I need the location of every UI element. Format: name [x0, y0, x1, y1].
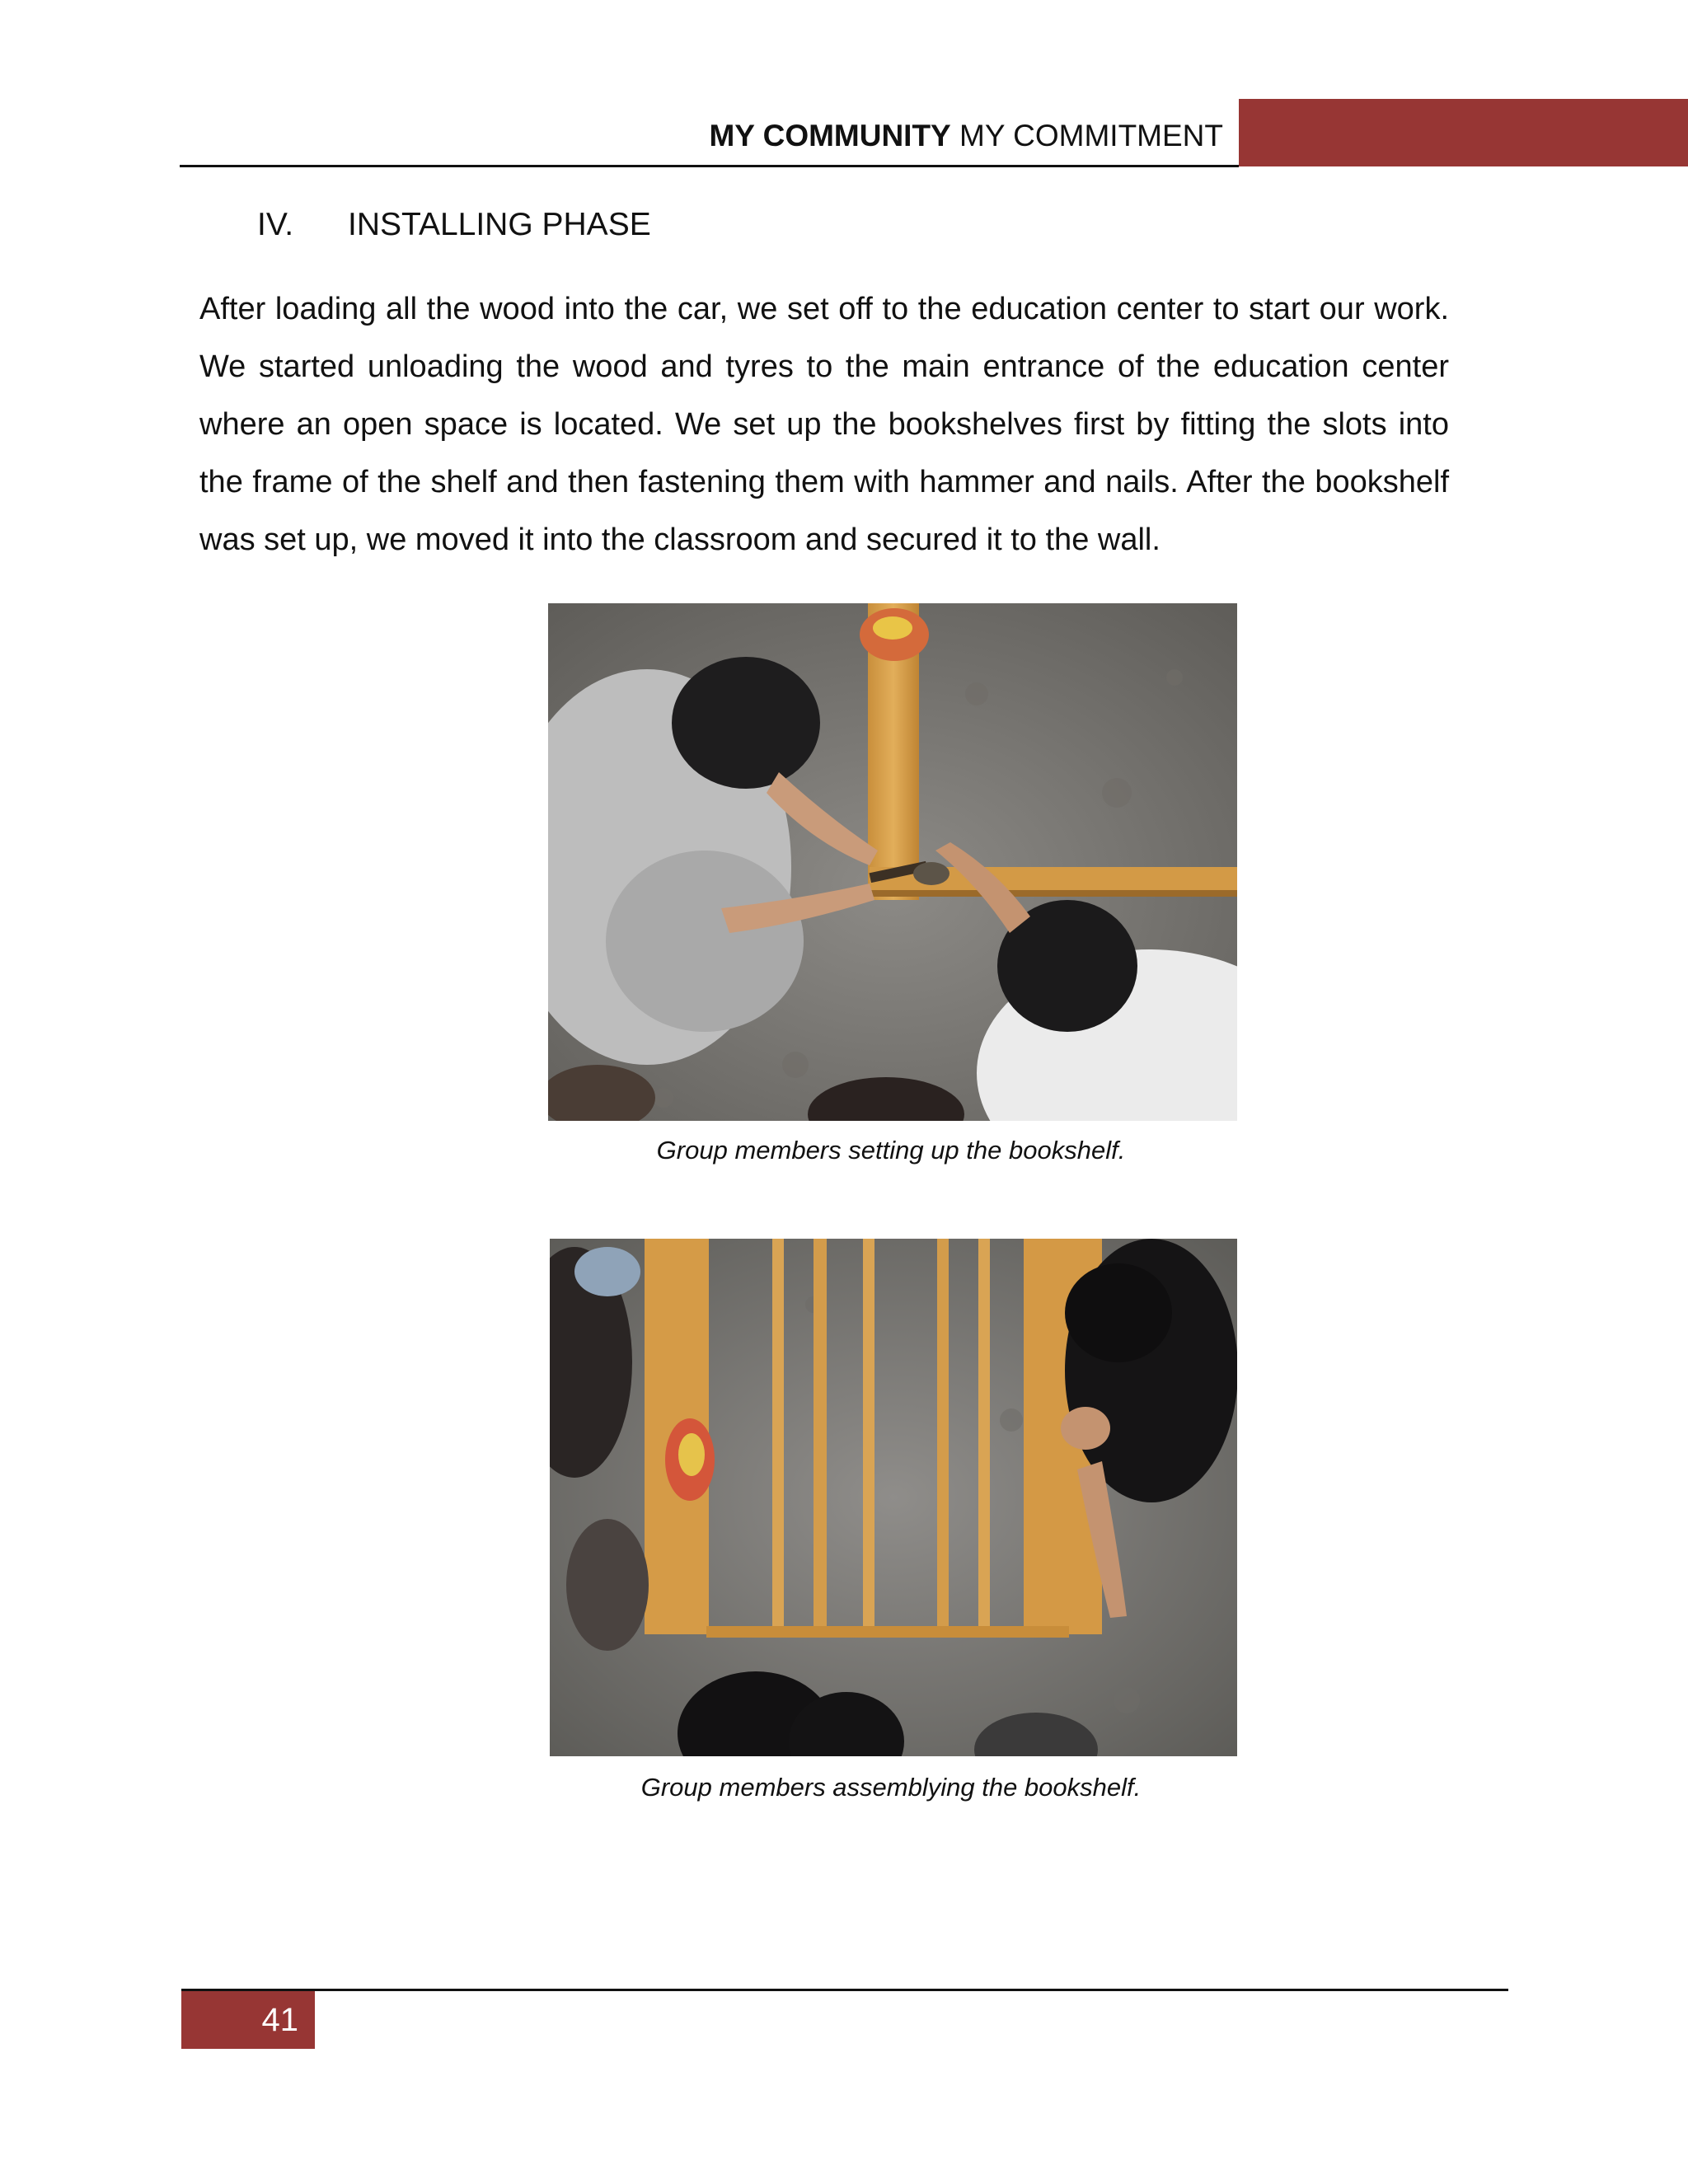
section-title: INSTALLING PHASE: [348, 207, 651, 242]
body-paragraph: After loading all the wood into the car, we set off to the education center to start our work. We started unloading the wood and tyres to the main entrance of the education center where an open space is located. We set up the bookshelves first by fitting the slots into the frame of the shelf and then fastening them with hammer and nails. After the bookshelf was set up, we moved it into the classroom and secured it to the wall.: [199, 292, 1449, 557]
figure-caption-1: Group members setting up the bookshelf.: [656, 1136, 1126, 1165]
footer-rule: [181, 1989, 1508, 1991]
page-number: 41: [261, 2002, 298, 2038]
photo-assembling-bookshelf: [550, 1239, 1237, 1756]
figure-caption-2: Group members assemblying the bookshelf.: [640, 1773, 1142, 1802]
header-title-rest: MY COMMITMENT: [950, 119, 1223, 152]
section-heading: [257, 204, 651, 246]
header-rule: [180, 165, 1239, 167]
running-header: [180, 115, 1223, 157]
header-accent-bar: [1239, 99, 1688, 166]
section-number: IV.: [257, 207, 294, 242]
photo-setting-up-bookshelf: [548, 603, 1237, 1121]
header-title-bold: MY COMMUNITY: [709, 119, 951, 152]
